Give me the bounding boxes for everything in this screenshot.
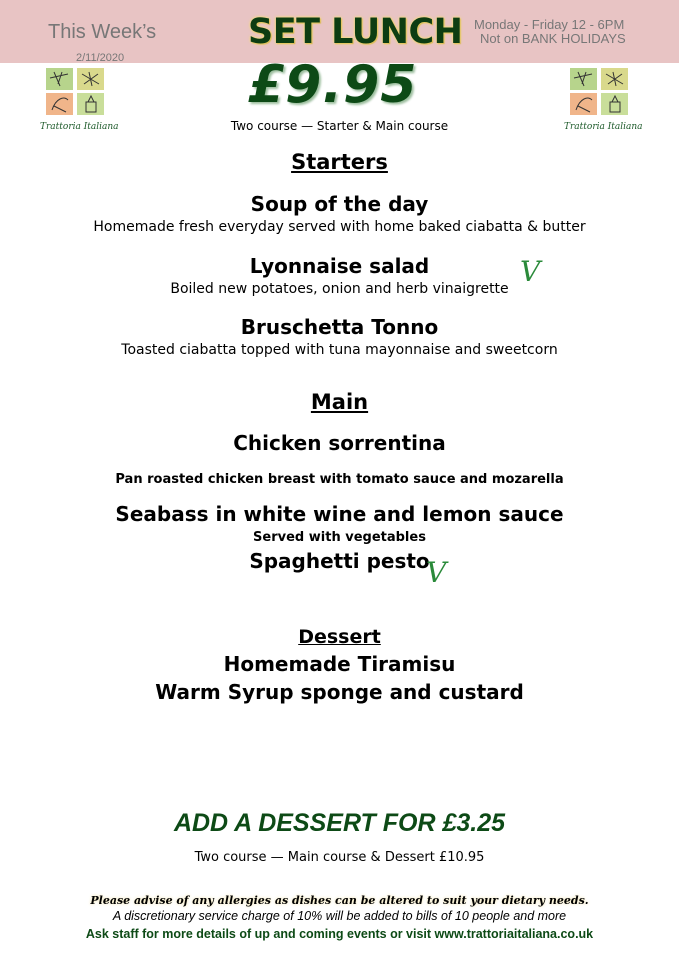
allergy-notice: Please advise of any allergies as dishes can be altered to suit your dietary needs. xyxy=(90,894,589,907)
bank-holiday-note: Not on BANK HOLIDAYS xyxy=(480,31,626,46)
events-info: Ask staff for more details of up and coming events or visit www.trattoriaitaliana.co.uk xyxy=(85,927,594,941)
logo-caption: Trattoria Italiana xyxy=(40,122,119,132)
two-course-dessert-price: Two course — Main course & Dessert £10.95 xyxy=(194,850,485,865)
page-title: SET LUNCH xyxy=(248,12,463,52)
vegetarian-icon: V xyxy=(520,255,541,288)
dish-name: Bruschetta Tonno xyxy=(240,315,439,339)
vegetarian-icon: V xyxy=(426,556,447,589)
dish-name: Chicken sorrentina xyxy=(233,431,446,455)
dish-description: Served with vegetables xyxy=(253,530,426,545)
service-charge-note: A discretionary service charge of 10% will be added to bills of 10 people and more xyxy=(112,909,567,923)
dessert-heading: Dessert xyxy=(298,626,381,648)
dish-name: Soup of the day xyxy=(250,192,429,216)
set-lunch-price: £9.95 xyxy=(248,55,418,115)
add-dessert-offer: ADD A DESSERT FOR £3.25 xyxy=(173,809,506,837)
dish-description: Homemade fresh everyday served with home baked ciabatta & butter xyxy=(93,219,586,235)
dish-name: Spaghetti pesto xyxy=(249,549,430,573)
starters-heading: Starters xyxy=(291,150,388,174)
dish-name: Seabass in white wine and lemon sauce xyxy=(115,502,564,526)
course-subtitle: Two course — Starter & Main course xyxy=(230,119,449,133)
opening-days: Monday - Friday 12 - 6PM xyxy=(474,17,625,32)
dish-description: Boiled new potatoes, onion and herb vinaigrette xyxy=(170,281,509,297)
dessert-item: Warm Syrup sponge and custard xyxy=(155,680,524,704)
logo-caption: Trattoria Italiana xyxy=(564,122,643,132)
main-heading: Main xyxy=(310,390,369,414)
dessert-item: Homemade Tiramisu xyxy=(223,652,456,676)
dish-name: Lyonnaise salad xyxy=(249,254,430,278)
logo-tiles-icon xyxy=(44,66,106,116)
opening-times xyxy=(474,18,626,46)
menu-date: 2/11/2020 xyxy=(76,52,125,64)
logo-tiles-icon xyxy=(568,66,630,116)
this-week-label: This Week’s xyxy=(48,21,157,43)
dish-description: Toasted ciabatta topped with tuna mayonnaise and sweetcorn xyxy=(121,342,558,358)
dish-description: Pan roasted chicken breast with tomato sauce and mozarella xyxy=(115,472,564,487)
